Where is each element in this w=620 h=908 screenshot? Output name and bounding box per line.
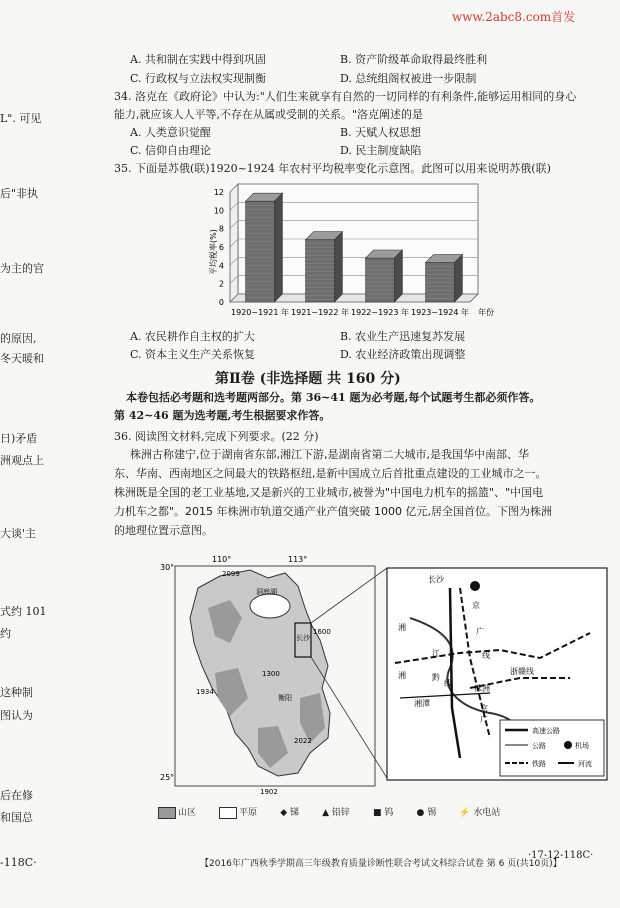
legend-item: 平原	[219, 805, 257, 819]
legend-item: ■ 钨	[373, 808, 394, 818]
chart-bar	[366, 250, 403, 302]
q34-option-c: C. 信仰自由理论	[130, 144, 212, 157]
chart-bar	[306, 232, 343, 302]
legend-item: ⚡ 水电站	[459, 808, 501, 818]
chart-y-tick-label: 2	[218, 279, 224, 289]
lat-label: 25°	[160, 773, 175, 782]
chart-bar	[426, 255, 463, 302]
q35-option-c: C. 资本主义生产关系恢复	[130, 348, 256, 361]
chart-x-ticks	[231, 307, 469, 317]
chart-y-label: 平均税率(%)	[209, 229, 218, 275]
legend-railway: 铁路	[532, 760, 546, 768]
place-label: 长沙	[428, 575, 444, 584]
chart-y-tick-label: 4	[218, 261, 224, 271]
fragment: 洲观点上	[0, 454, 44, 467]
elevation-label: 2099	[222, 570, 240, 578]
elevation-label: 1934	[196, 688, 214, 696]
chart-x-label: 年份	[478, 308, 494, 317]
q34-option-a: A. 人类意识觉醒	[130, 126, 211, 139]
place-label: 江	[432, 649, 440, 658]
place-label: 广	[476, 627, 484, 636]
q35-option-d: D. 农业经济政策出现调整	[340, 348, 466, 361]
place-label: 京	[472, 601, 480, 610]
q36-paragraph: 的地理位置示意图。	[114, 524, 213, 537]
elevation-label: 1600	[313, 628, 331, 636]
q33-option-d: D. 总统组阁权被进一步限制	[340, 72, 477, 85]
legend-road: 公路	[532, 742, 546, 750]
chart-y-tick-label: 10	[213, 206, 224, 216]
zhuzhou-location-map	[160, 548, 612, 800]
place-label: 长沙	[296, 634, 310, 642]
section-intro: 第 42~46 题为选考题,考生根据要求作答。	[114, 409, 331, 422]
q36-paragraph: 力机车之都"。2015 年株洲市轨道交通产业产值突破 1000 亿元,居全国首位。下图为株洲	[114, 505, 553, 518]
q34-stem: 34. 洛克在《政府论》中认为:"人们生来就享有自然的一切同样的有利条件,能够运用相同的身心	[114, 90, 577, 103]
fragment: 图认为	[0, 709, 33, 722]
map-bottom-legend	[158, 800, 518, 819]
place-label: 京	[480, 704, 488, 713]
place-label: 湘	[398, 623, 406, 632]
legend-river: 河流	[578, 760, 592, 768]
chart-y-tick-label: 12	[213, 188, 224, 197]
lon-label: 113°	[288, 555, 308, 564]
watermark: www.2abc8.com首发	[452, 10, 576, 24]
legend-item: ◆ 锑	[280, 808, 300, 818]
place-label: 广	[480, 715, 488, 724]
fragment: 日)矛盾	[0, 432, 38, 445]
q33-option-b: B. 资产阶级革命取得最终胜利	[340, 53, 488, 66]
fragment: 这种制	[0, 686, 33, 699]
q34-stem: 能力,就应该人人平等,不存在从属或受制的关系。"洛克阐述的是	[114, 108, 424, 121]
fragment: 和国总	[0, 811, 33, 824]
chart-x-tick-label: 1922~1923 年	[351, 308, 409, 317]
fragment: 式约 101	[0, 605, 47, 618]
tax-rate-chart	[160, 180, 505, 325]
legend-item: ● 锡	[416, 808, 437, 818]
chart-y-tick-label: 6	[218, 243, 224, 252]
fragment: 大谈'主	[0, 527, 37, 540]
q36-paragraph: 东、华南、西南地区之间最大的铁路枢纽,是新中国成立后首批重点建设的工业城市之一。	[114, 467, 547, 480]
dongting-lake	[250, 594, 290, 618]
place-label: 湘	[398, 671, 406, 680]
section-title: 第Ⅱ卷 (非选择题 共 160 分)	[215, 371, 401, 387]
q35-option-b: B. 农业生产迅速复苏发展	[340, 330, 466, 343]
legend-airport: 机场	[575, 742, 589, 750]
footer-code: ·17-12-118C·	[528, 850, 594, 861]
fragment: 后在修	[0, 789, 33, 802]
place-label: 洞庭湖	[256, 588, 277, 596]
fragment: 冬天暖和	[0, 352, 44, 365]
legend-item: ▲ 铅锌	[322, 808, 350, 818]
q33-option-c: C. 行政权与立法权实现制衡	[130, 72, 267, 85]
chart-x-tick-label: 1923~1924 年	[411, 308, 469, 317]
elevation-label: 1902	[260, 788, 278, 796]
elevation-label: 1300	[262, 670, 280, 678]
place-label: 黔	[432, 673, 440, 682]
place-label: 衡阳	[278, 694, 292, 702]
fragment: 后"非执	[0, 187, 39, 200]
chart-x-tick-label: 1920~1921 年	[231, 308, 289, 317]
place-label: 株洲	[474, 684, 490, 693]
q33-option-a: A. 共和制在实践中得到巩固	[130, 53, 266, 66]
elevation-label: 2022	[294, 737, 312, 745]
place-label: 线	[482, 651, 490, 660]
chart-y-tick-label: 0	[218, 298, 224, 307]
fragment: 为主的官	[0, 262, 44, 275]
section-intro: 本卷包括必考题和选考题两部分。第 36~41 题为必考题,每个试题考生都必须作答。	[126, 391, 541, 404]
q34-option-b: B. 天赋人权思想	[340, 126, 422, 139]
footer-title: 【2016年广西秋季学期高三年级教育质量诊断性联合考试文科综合试卷 第 6 页(共10页)】	[200, 859, 562, 869]
q36-paragraph: 株洲既是全国的老工业基地,又是新兴的工业城市,被誉为"中国电力机车的摇篮"、"中国电	[114, 486, 544, 499]
q35-stem: 35. 下面是苏俄(联)1920~1924 年农村平均税率变化示意图。此图可以用来说明苏俄(联)	[114, 162, 551, 175]
lon-label: 110°	[212, 555, 232, 564]
chart-y-tick-label: 8	[218, 224, 224, 234]
fragment: -118C·	[0, 856, 37, 869]
lat-label: 30°	[160, 563, 175, 572]
q36-stem: 36. 阅读图文材料,完成下列要求。(22 分)	[114, 430, 319, 443]
q36-paragraph: 株洲古称建宁,位于湖南省东部,湘江下游,是湖南省第二大城市,是我国华中南部、华	[130, 448, 529, 461]
legend-item: 山区	[158, 805, 196, 819]
place-label: 湘潭	[414, 699, 430, 708]
place-label: 浙赣线	[510, 667, 534, 676]
airport-icon	[470, 581, 480, 591]
legend-airport-icon	[564, 741, 572, 749]
legend-highway: 高速公路	[532, 727, 560, 735]
fragment: L". 可见	[0, 112, 42, 125]
place-label: 线	[444, 679, 452, 688]
q34-option-d: D. 民主制度缺陷	[340, 144, 422, 157]
q35-option-a: A. 农民耕作自主权的扩大	[130, 330, 255, 343]
fragment: 约	[0, 627, 11, 640]
chart-bar	[246, 193, 283, 302]
chart-x-tick-label: 1921~1922 年	[291, 308, 349, 317]
fragment: 的原因,	[0, 332, 37, 345]
